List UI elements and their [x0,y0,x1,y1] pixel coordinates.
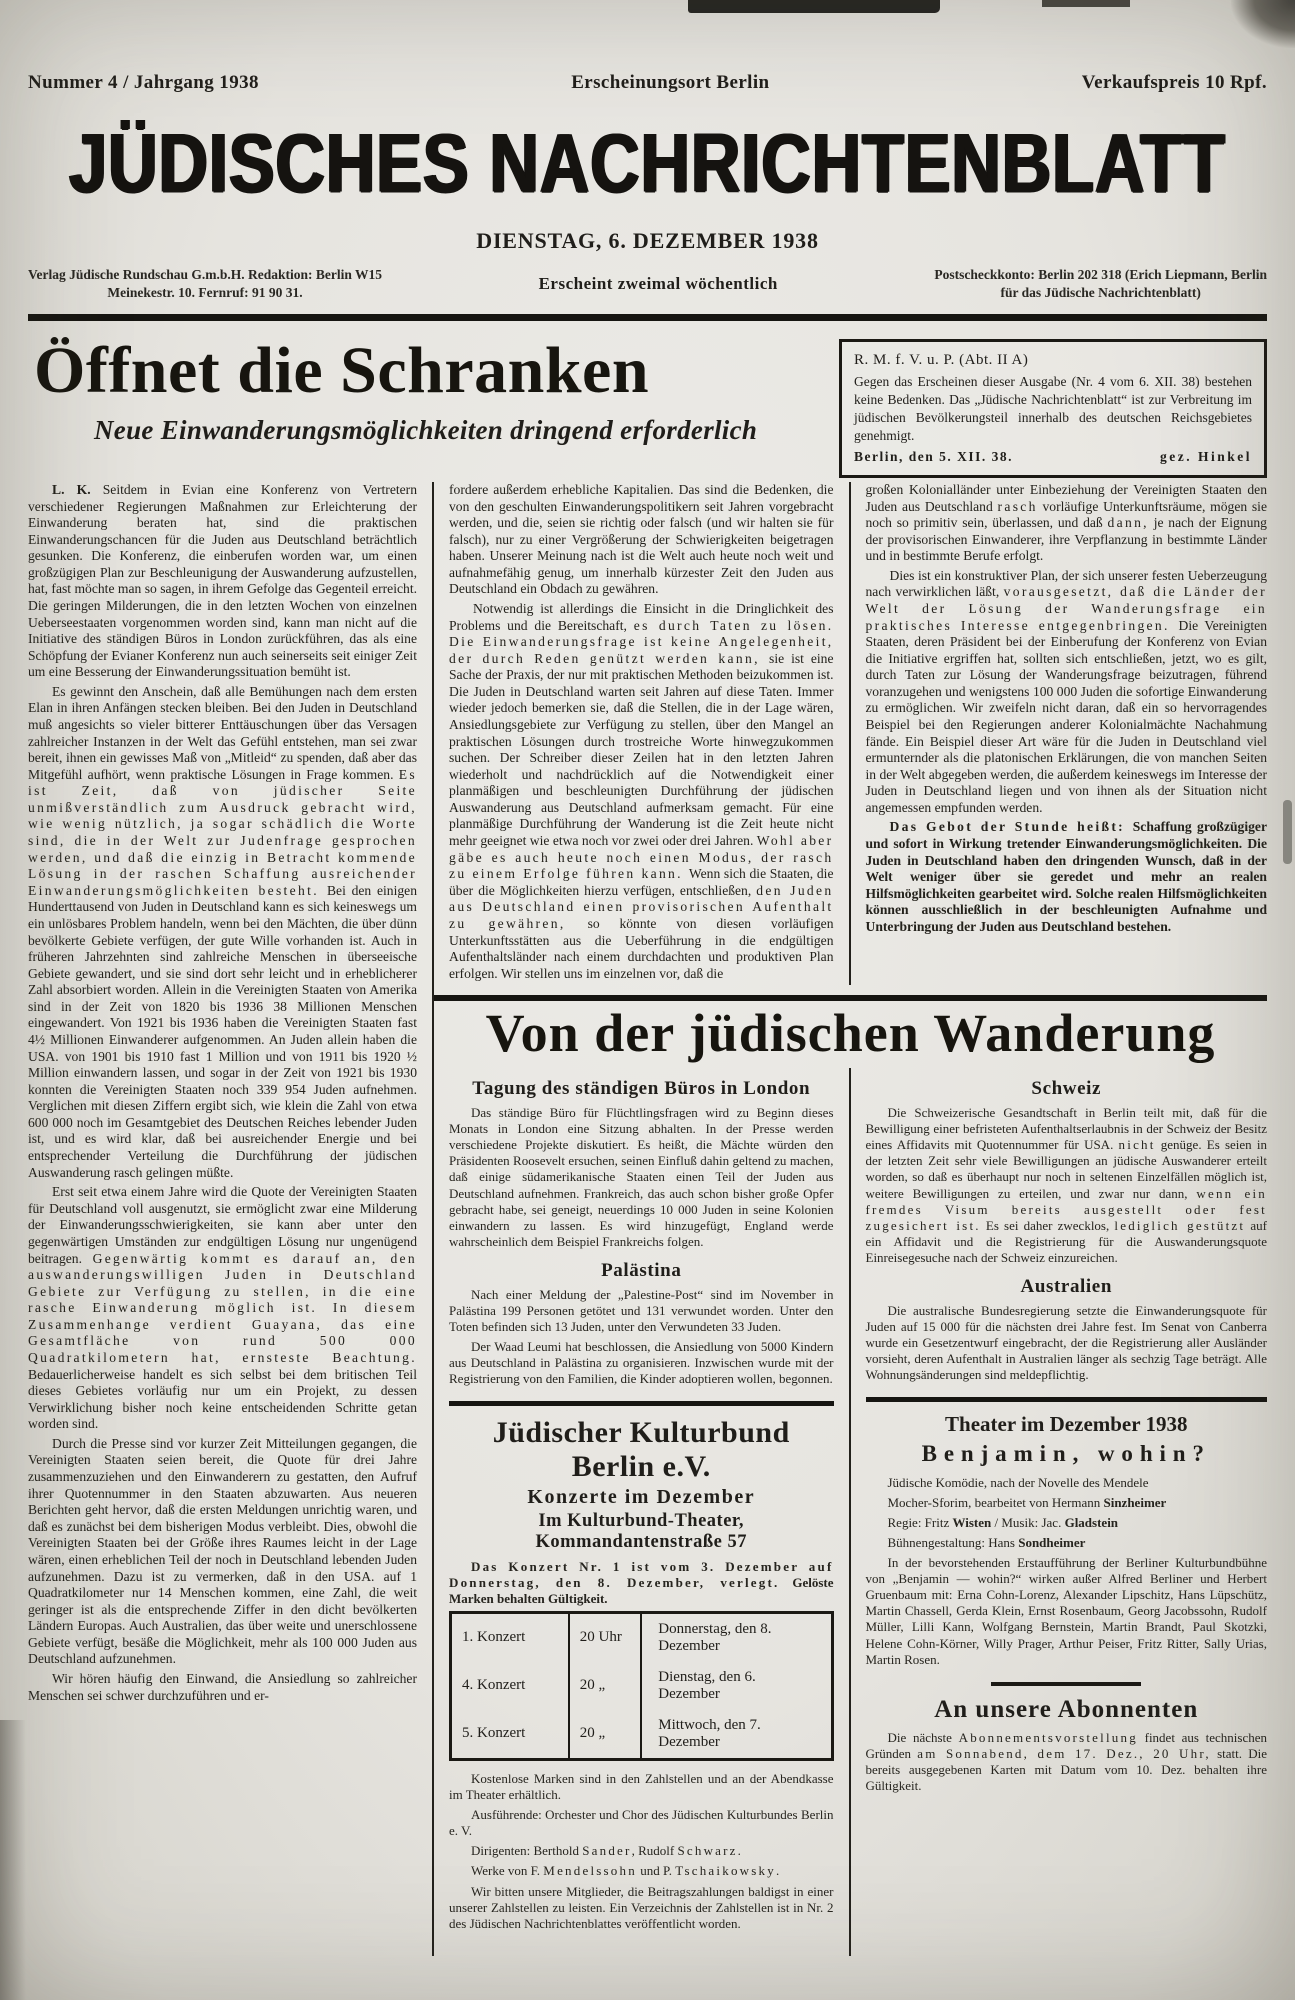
section-heading-palestine: Palästina [601,1259,682,1281]
paragraph: Das ständige Büro für Flüchtlingsfragen wird zu Beginn dieses Monats in London eine Sitzung abhalten. In der Presse werden verschiedene Projekte diskutiert. Es heißt, die Mächte würden den Präsidenten Roosevelt ersuchen, seinen Einfluß dahin geltend zu machen, daß einige südamerikanische Staaten einen Teil der Juden aus Deutschland aufnehmen. Frankreich, das auch schon bisher große Opfer gebracht habe, sei geneigt, neuerdings 10 000 Juden in seine Kolonien einwandern zu lassen. Es wird hinzugefügt, England werde wahrscheinlich dem Beispiel Frankreichs folgen. [449,1104,834,1249]
scan-artifact [0,1720,26,2000]
section-divider [866,1397,1268,1402]
paragraph: Erst seit etwa einem Jahre wird die Quote der Vereinigten Staaten für Deutschland voll ausgenutzt, sie ermöglicht zwar eine Milderung der Einwanderungsschwierigkeiten, sie kann aber unter den gegenwärtigen Umständen zur endgültigen Lösung nur ungenügend beitragen. Gegenwärtig kommt es darauf an, den auswanderungswilligen Juden in Deutschland Gebiete zur Verfügung zu stellen, in die eine rasche Einwanderung möglich ist. In diesem Zusammenhange verdient Guayana, das eine Gesamtfläche von rund 500 000 Quadratkilometern hat, ernsteste Beachtung. Bedauerlicherweise handelt es sich selbst bei dem britischen Teil dieses Gebietes vorläufig nur um ein Projekt, zu dessen Verwirklichung bisher noch keine entscheidenden Schritte getan worden sind. [28,1184,418,1432]
approval-heading: R. M. f. V. u. P. (Abt. II A) [854,352,1029,369]
lead-subheadline: Neue Einwanderungsmöglichkeiten dringend erforderlich [94,414,758,445]
lead-article-column-3 [851,482,1268,985]
works-line: Werke von F. Mendelssohn und P. Tschaikowsky. [471,1863,780,1879]
paragraph: Wir hören häufig den Einwand, die Ansiedlung so zahlreicher Menschen sei schwer durchzuführen und er- [28,1670,417,1703]
censor-approval-box [839,339,1267,477]
kulturbund-venue: Im Kulturbund-Theater, Kommandantenstraße 57 [535,1510,747,1552]
masthead-divider [28,314,1267,321]
concert-name: 1. Konzert [462,1629,526,1646]
theater-notice [866,1412,1268,1668]
publication-place: Erscheinungsort Berlin [571,72,770,93]
table-row [451,1662,833,1710]
credits-line: Bühnengestaltung: Hans Sondheimer [887,1534,1086,1550]
kulturbund-subtitle: Konzerte im Dezember [527,1485,756,1508]
masthead-info-row [28,266,1267,302]
concert-time: 20 „ [569,1710,641,1760]
section-divider [449,1401,834,1406]
concert-day: Dienstag, den 6. Dezember [658,1668,756,1702]
lead-article-titles [28,335,813,455]
approval-footer [854,448,1252,466]
membership-payment-note: Wir bitten unsere Mitglieder, die Beitragszahlungen baldigst in einer unserer Zahlstellen zu leisten. Ein Verzeichnis der Zahlstellen ist in Nr. 2 des Jüdischen Nachrichtenblattes veröffentlicht worden. [449,1883,834,1931]
concert-name: 4. Konzert [462,1677,526,1694]
play-description: Mocher-Sforim, bearbeitet von Hermann Sinzheimer [887,1494,1167,1510]
issue-number: Nummer 4 / Jahrgang 1938 [28,72,259,93]
publisher-info [28,266,382,302]
subscribers-notice [866,1696,1268,1794]
price: Verkaufspreis 10 Rpf. [1081,72,1267,93]
credits-line: Regie: Fritz Wisten / Musik: Jac. Gladstein [887,1514,1119,1530]
frequency-note: Erscheint zweimal wöchentlich [538,274,778,294]
paragraph: großen Kolonialländer unter Einbeziehung der Vereinigten Staaten den Juden aus Deutschland rasch vorläufige Unterkunftsräume, mögen sie noch so primitiv sein, überlassen, und daß dann, je nach der Eignung der provisorischen Einwanderer, ihre Verpflanzung in bestimmte Länder und in bestimmte Berufe erfolgt. [865,481,1267,564]
concert-time: 20 „ [569,1662,641,1710]
scan-artifact [1283,800,1292,864]
section-heading-australia: Australien [1020,1276,1112,1298]
kulturbund-title: Jüdischer Kulturbund Berlin e.V. [492,1415,790,1483]
approval-signature: gez. Hinkel [1160,448,1252,464]
play-title: Benjamin, wohin? [921,1440,1211,1466]
table-row [451,1710,833,1760]
publisher-line: Meinekestr. 10. Fernruf: 91 90 31. [107,285,303,301]
approval-body: Gegen das Erscheinen dieser Ausgabe (Nr. 4 vom 6. XII. 38) bestehen keine Bedenken. Das „Jüdische Nachrichtenblatt“ ist zur Verbreitung im jüdischen Bevölkerungsteil innerhalb des deutschen Reichsgebietes genehmigt. [854,373,1252,443]
table-row [451,1612,833,1662]
second-headline: Von der jüdischen Wanderung [485,1003,1216,1064]
short-divider [991,1682,1141,1686]
lead-article-column-1 [28,482,434,1956]
paragraph: Notwendig ist allerdings die Einsicht in die Dringlichkeit des Problems und die Bereitschaft, es durch Taten zu lösen. Die Einwanderungsfrage ist keine Angelegenheit, der durch Reden genützt werden kann, sie ist eine Sache der Praxis, der nur mit praktischen Methoden beizukommen ist. Die Juden in Deutschland warten seit Jahren auf diese Taten. Immer wieder jedoch bemerken sie, daß die Stellen, die in der Lage wären, Ansiedlungsgebiete zur Verfügung zu stellen, über den Mangel an praktischen Lösungen durch trostreiche Worte hinwegzukommen suchen. Der Schreiber dieser Zeilen hat in den letzten Jahren wiederholt und nachdrücklich auf die Notwendigkeit einer planmäßigen und beschleunigten Durchführung der jüdischen Auswanderung aus Deutschland aufmerksam gemacht. Für eine planmäßige Durchführung der Wanderung ist die Zeit heute nicht mehr geeignet wie etwa noch vor zwei oder drei Jahren. Wohl aber gäbe es auch heute noch einen Modus, der rasch zu einem Erfolge führen kann. Wenn sich die Staaten, die über die Möglichkeiten hierzu verfügen, entschließen, den Juden aus Deutschland einen provisorischen Aufenthalt zu gewähren, so könnte von diesen vorläufigen Unterkunftsstätten aus die Ueberführung in die endgültigen Aufenthaltsländer nach einem durchdachten und produktiven Plan erfolgen. Wir stellen uns im einzelnen vor, daß die [449,600,834,981]
section-heading-london: Tagung des ständigen Büros in London [472,1077,811,1099]
newspaper-title: JÜDISCHES NACHRICHTENBLATT [69,116,1226,210]
concert-schedule-table [449,1611,834,1761]
section-heading-switzerland: Schweiz [1031,1077,1102,1099]
second-article-column-left [434,1068,851,1956]
subscribers-heading: An unsere Abonnenten [934,1695,1199,1723]
kulturbund-notice [449,1416,834,1932]
paragraph-emphasis: Das Gebot der Stunde heißt: Schaffung großzügiger und sofort in Wirkung tretender Einwanderungsmöglichkeiten. Die Juden in Deutschland haben den dringenden Wunsch, daß in der Welt weniger über sie geredet und mehr an realen Hilfsmöglichkeiten gearbeitet wird. Solche realen Hilfsmöglichkeiten können ausschließlich in der beschleunigten Aufnahme und Unterbringung der Juden aus Deutschland bestehen. [865,819,1267,934]
subscribers-paragraph: Die nächste Abonnementsvorstellung findet aus technischen Gründen am Sonnabend, dem 17. Dez., 20 Uhr, statt. Die bereits ausgegebenen Karten mit Datum vom 10. Dez. behalten ihre Gültigkeit. [865,1729,1267,1794]
masthead-top-row [28,0,1267,94]
approval-date: Berlin, den 5. XII. 38. [854,448,1014,464]
concert-day: Mittwoch, den 7. Dezember [658,1716,761,1750]
cast-paragraph: In der bevorstehenden Erstaufführung der Berliner Kulturbundbühne von „Benjamin — wohin?“ wirken außer Alfred Berliner und Herbert Gruenbaum mit: Erna Cohn-Lorenz, Alexander Lipschitz, Hans Lüpschütz, Martin Chassell, Gerda Klein, Ernst Rosenbaum, Georg Jacobssohn, Rudolf Müller, Lilli Kann, Wolfgang Bernstein, Martin Brandt, Paul Skotzki, Helene Cohn-Körner, Willy Prager, Arthur Peiser, Fritz Ritter, Sally Urias, Martin Rosen. [865,1555,1267,1667]
concert-time: 20 Uhr [569,1612,641,1662]
concert-day: Donnerstag, den 8. Dezember [658,1620,772,1654]
lead-article-column-2 [434,482,851,985]
paragraph: Die australische Bundesregierung setzte die Einwanderungsquote für Juden auf 15 000 für die nächsten drei Jahre fest. Im Senat von Canberra wurde ein Gesetzentwurf eingebracht, der die Registrierung aller Ausländer vorsieht, deren Aufenthalt in Australien länger als sechzig Tage beträgt. Alle Wohnungsänderungen sind meldepflichtig. [865,1303,1267,1383]
issue-date: DIENSTAG, 6. DEZEMBER 1938 [476,228,819,253]
paragraph: Die Schweizerische Gesandtschaft in Berlin teilt mit, daß für die Bewilligung einer befristeten Aufenthaltserlaubnis in der Schweiz der Besitz eines Affidavits mit Quotennummer für USA. nicht genüge. Es seien in der letzten Zeit sehr viele Bewilligungen an jüdische Auswanderer erteilt worden, so daß es überhaupt nur noch in seltenen Einzelfällen möglich ist, weitere Bewilligungen zu erteilen, und zwar nur dann, wenn ein fremdes Visum bereits ausgestellt oder fest zugesichert ist. Es sei daher zwecklos, lediglich gestützt auf ein Affidavit und die Registrierung für die Auswanderungsquote Einreisegesuche nach der Schweiz einzureichen. [865,1104,1267,1265]
performers-line: Ausführende: Orchester und Chor des Jüdischen Kulturbundes Berlin e. V. [449,1807,834,1839]
lead-headline: Öffnet die Schranken [34,334,650,408]
paragraph: fordere außerdem erhebliche Kapitalien. Das sind die Bedenken, die von den geschulten Einwanderungspolitikern seit Jahren vorgebracht werden, und die, seien sie richtig oder falsch (und wir halten sie für falsch), nur zu einer Vergrößerung der Schwierigkeiten beigetragen haben. Unserer Meinung nach ist die Welt auch heute noch weit und aufnahmefähig genug, um innerhalb kürzester Zeit den Juden aus Deutschland ein Obdach zu gewähren. [449,481,834,597]
postal-line: Postscheckkonto: Berlin 202 318 (Erich Liepmann, Berlin [934,267,1267,282]
paragraph: Durch die Presse sind vor kurzer Zeit Mitteilungen gegangen, die Vereinigten Staaten seien bereit, die Quote für drei Jahre zusammenzuziehen und den Einwanderern zu gestatten, den Aufruf ihrer Quotennummer in den Staaten abzuwarten. Aus neueren Berichten geht hervor, daß die ersten Meldungen unrichtig waren, und daß es zunächst bei dem bisherigen Modus verbleibt. Dies, obwohl die Vereinigten Staaten bei der Größe ihres Raumes leicht in der Lage wären, einen erheblichen Teil der noch in Deutschland lebenden Juden aufzunehmen. Dazu ist zu vermerken, daß in den USA. auf 1 Quadratkilometer nur 14 Menschen kommen, eine Zahl, die weit geringer ist als die entsprechende Ziffer in den dicht bevölkerten Ländern Europas. Auch Australien, das über weite und unerschlossene Gebiete verfügt, besäße die Möglichkeit, mehr als 100 000 Juden aus Deutschland aufzunehmen. [28,1435,417,1667]
paragraph: Es gewinnt den Anschein, daß alle Bemühungen nach dem ersten Elan in ihren Anfängen stecken bleiben. Bei den Juden in Deutschland muß angesichts so vieler bitterer Enttäuschungen über das Versagen zahlreicher Instanzen in der Welt das Gefühl entstehen, man sei zwar bereit, ihnen ein gewisses Maß von „Mitleid“ zu spenden, daß aber das Mitgefühl aufhört, wenn praktische Lösungen in Frage kommen. Es ist Zeit, daß von jüdischer Seite unmißverständlich zum Ausdruck gebracht wird, wie wenig nützlich, ja sogar schädlich die Worte sind, die in der Welt zur Judenfrage gesprochen werden, und daß die einzig in Betracht kommende Lösung in der raschen Schaffung ausreichender Einwanderungsmöglichkeiten besteht. Bei den einigen Hunderttausend von Juden in Deutschland kann es sich keineswegs um ein unlösbares Problem handeln, wenn bei den Mächten, die über dünn bevölkerte Gebiete verfügen, der gute Wille vorhanden ist. Auch in früheren Jahrzehnten sind zahlreiche Menschen in überseeische Gebiete gewandert, und sie sind dort sehr leicht und in erheblicherer Zahl absorbiert worden. Allein in die Vereinigten Staaten von Amerika sind in der Zeit von 1820 bis 1936 38 Millionen Menschen eingewandert. Von 1921 bis 1936 haben die Vereinigten Staaten fast 4½ Millionen Einwanderer aufgenommen. An Juden allein haben die USA. von 1901 bis 1910 fast 1 Million und von 1911 bis 1920 ½ Million einwandern lassen, und sogar in der Zeit von 1921 bis 1930 konnten die Vereinigten Staaten noch 339 954 Juden aufnehmen. Verglichen mit diesen Ziffern ergibt sich, wie klein die Zahl von etwa 600 000 noch im Gesamtgebiet des Deutschen Reiches lebender Juden ist, und es wird klar, daß bei ausreichender Energie und bei entsprechender Verteilung die Durchführung der jüdischen Auswanderung rasch gelingen müßte. [28,683,417,1180]
paragraph: Dies ist ein konstruktiver Plan, der sich unserer festen Ueberzeugung nach verwirklichen läßt, vorausgesetzt, daß die Länder der Welt der Lösung der Wanderungsfrage ein praktisches Interesse entgegenbringen. Die Vereinigten Staaten, deren Präsident bei der Einberufung der Konferenz von Evian die Initiative ergriffen hat, sollten sich entschließen, jetzt, wo es gilt, durch Taten zur Lösung der Wanderungsfrage beizutragen, führend voranzugehen und wenigstens 100 000 Juden die sofortige Einwanderung zu ermöglichen. Wir zweifeln nicht daran, daß ein so hervorragendes Beispiel bei den Regierungen anderer Kolonialmächte Nachahmung fände. Ein Beispiel dieser Art wäre für die Juden in Deutschland viel ermunternder als die platonischen Erklärungen, die von manchen Seiten in der Welt abgegeben werden, die außerdem keineswegs im Interesse der Juden in Deutschland liegen und von ihnen als der Situation nicht angemessen empfunden werden. [865,567,1267,815]
concert-name: 5. Konzert [462,1725,526,1742]
theater-heading: Theater im Dezember 1938 [945,1411,1188,1436]
paragraph: Nach einer Meldung der „Palestine-Post“ sind im November in Palästina 199 Personen getötet und 131 verwundet worden. Unter den Toten befinden sich 13 Juden, unter den Verwundeten 33 Juden. [449,1286,834,1335]
paragraph: Der Waad Leumi hat beschlossen, die Ansiedlung von 5000 Kindern aus Deutschland in Palästina zu organisieren. Inzwischen wurde mit der Registrierung von den Familien, die Kinder adoptieren wollen, begonnen. [449,1339,834,1387]
author-initials: L. K. [52,481,103,497]
lead-article-header [28,335,1267,477]
second-article-column-right [851,1068,1268,1956]
postal-account-info [934,266,1267,302]
second-article-header [434,985,1267,1068]
postal-line: für das Jüdische Nachrichtenblatt) [1000,285,1201,301]
section-divider [434,995,1267,1001]
paragraph: L. K. Seitdem in Evian eine Konferenz von Vertretern verschiedener Regierungen Maßnahmen zur Erleichterung der Einwanderung beraten hat, sind die praktischen Einwanderungschancen für die Juden aus Deutschland beträchtlich gesunken. Die Konferenz, die einberufen worden war, um einen großzügigen Plan zur Beschleunigung der Auswanderung aufzustellen, hat, fast möchte man so sagen, in ihrem Gefolge das Gegenteil erreicht. Die geringen Milderungen, die in den letzten Wochen von einzelnen Ueberseestaaten vorgenommen worden sind, kann man nicht auf die Initiative des ständigen Büros in London zurückführen, das als eine Schöpfung der Evianer Konferenz nun auch seinerseits seit einiger Zeit um eine Besserung der Einwanderungssituation bemüht ist. [28,481,417,680]
publisher-line: Verlag Jüdische Rundschau G.m.b.H. Redaktion: Berlin W15 [28,267,383,282]
concert-reschedule-note: Das Konzert Nr. 1 ist vom 3. Dezember auf Donnerstag, den 8. Dezember, verlegt. Gelöste Marken behalten Gültigkeit. [449,1558,834,1606]
play-description: Jüdische Komödie, nach der Novelle des Mendele [887,1474,1149,1490]
conductors-line: Dirigenten: Berthold Sander, Rudolf Schwarz. [471,1843,741,1859]
page-body [28,482,1267,1956]
free-tickets-note: Kostenlose Marken sind in den Zahlstellen und an der Abendkasse im Theater erhältlich. [449,1770,834,1803]
